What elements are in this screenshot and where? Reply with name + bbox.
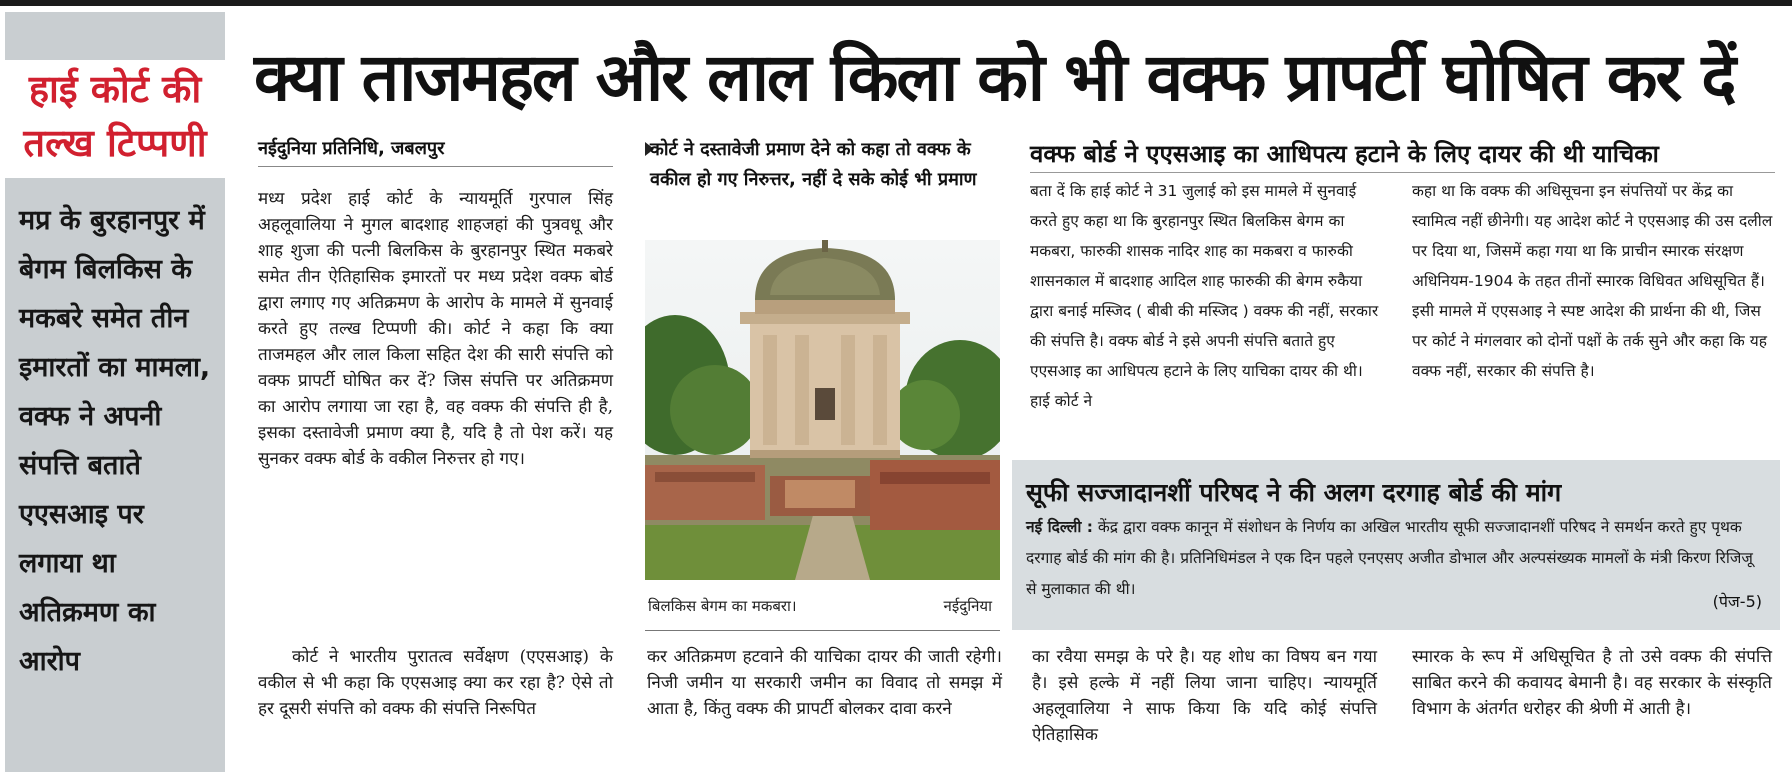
- photo-caption: [648, 596, 998, 616]
- byline-divider: [258, 166, 613, 167]
- body-column-1-continued: कोर्ट ने भारतीय पुरातत्व सर्वेक्षण (एएसआइ) के वकील से भी कहा कि एएसआइ क्या कर रहा है? ऐसे तो हर दूसरी संपत्ति को वक्फ की संपत्ति निरूपित: [258, 647, 613, 719]
- byline: नईदुनिया प्रतिनिधि, जबलपुर: [258, 138, 445, 159]
- headline: क्या ताजमहल और लाल किला को भी वक्फ प्रापर्टी घोषित कर दें: [254, 39, 1735, 116]
- side-story-column-2: कहा था कि वक्फ की अधिसूचना इन संपत्तियों पर केंद्र का स्वामित्व नहीं छीनेगी। यह आदेश कोर्ट ने एएसआइ की उस दलील पर दिया था, जिसमें कहा गया था कि प्राचीन स्मारक संरक्षण अधिनियम-1904 के तहत तीनों स्मारक विधिवत अधिसूचित हैं। इसी मामले में एएसआइ ने स्पष्ट आदेश की प्रार्थना की थी, जिस पर कोर्ट ने मंगलवार को दोनों पक्षों के तर्क सुने और कहा कि यह वक्फ नहीं, सरकार की संपत्ति है।: [1412, 182, 1773, 380]
- sufi-box-text: केंद्र द्वारा वक्फ कानून में संशोधन के निर्णय का अखिल भारतीय सूफी सज्जादानशीं परिषद ने समर्थन करते हुए पृथक दरगाह बोर्ड की मांग की है। प्रतिनिधिमंडल ने एक दिन पहले एनएसए अजीत डोभाल और अल्पसंख्यक मामलों के मंत्री किरण रिजिजू से मुलाकात की थी।: [1026, 518, 1753, 598]
- side-story-title: वक्फ बोर्ड ने एएसआइ का आधिपत्य हटाने के लिए दायर की थी याचिका: [1030, 140, 1659, 168]
- tomb-photo: [645, 240, 1000, 580]
- sufi-news-box: [1012, 460, 1780, 630]
- sufi-box-title: सूफी सज्जादानशीं परिषद ने की अलग दरगाह बोर्ड की मांग: [1026, 478, 1562, 507]
- body-column-4: स्मारक के रूप में अधिसूचित है तो उसे वक्फ की संपत्ति साबित करने की कवायद बेमानी है। वह सरकार के संस्कृति विभाग के अंतर्गत धरोहर की श्रेणी में आती है।: [1412, 647, 1772, 719]
- sufi-dateline: नई दिल्ली :: [1026, 518, 1093, 536]
- side-story-column-1: बता दें कि हाई कोर्ट ने 31 जुलाई को इस मामले में सुनवाई करते हुए कहा था कि बुरहानपुर स्थित बिलकिस बेगम का मकबरा, फारुकी शासक नादिर शाह का मकबरा व फारुकी शासनकाल में बादशाह आदिल शाह फारुकी की बेगम रुकैया द्वारा बनाई मस्जिद ( बीबी की मस्जिद ) वक्फ की नहीं, सरकार की संपत्ति है। वक्फ बोर्ड ने इसे अपनी संपत्ति बताते हुए एएसआइ का आधिपत्य हटाने के लिए याचिका दायर की थी। हाई कोर्ट ने: [1030, 182, 1379, 410]
- photo-credit: नईदुनिया: [943, 597, 992, 615]
- body-column-3: का रवैया समझ के परे है। यह शोध का विषय बन गया है। इसे हल्के में नहीं लिया जाना चाहिए। न्यायमूर्ति अहलूवालिया ने साफ किया कि यदि कोई संपत्ति ऐतिहासिक: [1032, 647, 1377, 745]
- sufi-page-reference: (पेज-5): [1712, 592, 1762, 611]
- top-border: [0, 0, 1792, 6]
- body-column-2: कर अतिक्रमण हटवाने की याचिका दायर की जाती रहेगी। निजी जमीन या सरकारी जमीन का विवाद तो समझ में आता है, किंतु वक्फ की प्रापर्टी बोलकर दावा करने: [647, 647, 1002, 719]
- sidebar-summary: मप्र के बुरहानपुर में बेगम बिलकिस के मकबरे समेत तीन इमारतों का मामला, वक्फ ने अपनी संपत्ति बताते एएसआइ पर लगाया था अतिक्रमण का आरोप: [5, 178, 225, 772]
- sufi-box-body: [1026, 512, 1766, 605]
- photo-divider: [645, 630, 1000, 631]
- sidebar-header-band: [5, 12, 225, 60]
- photo-pullquote: कोर्ट ने दस्तावेजी प्रमाण देने को कहा तो वक्फ के वकील हो गए निरुत्तर, नहीं दे सके कोई भी प्रमाण: [650, 139, 977, 190]
- sidebar-kicker: हाई कोर्ट की तल्ख टिप्पणी: [5, 62, 225, 174]
- photo-caption-text: बिलकिस बेगम का मकबरा।: [648, 597, 797, 615]
- side-story-divider: [1030, 172, 1775, 173]
- body-column-1: मध्य प्रदेश हाई कोर्ट के न्यायमूर्ति गुरपाल सिंह अहलूवालिया ने मुगल बादशाह शाहजहां की पुत्रवधू और शाह शुजा की पत्नी बिलकिस के बुरहानपुर स्थित मकबरे समेत तीन ऐतिहासिक इमारतों पर मध्य प्रदेश वक्फ बोर्ड द्वारा लगाए गए अतिक्रमण के आरोप के मामले में सुनवाई करते हुए तल्ख टिप्पणी की। कोर्ट ने कहा कि क्या ताजमहल और लाल किला सहित देश की सारी संपत्ति को वक्फ प्रापर्टी घोषित कर दें? जिस संपत्ति पर अतिक्रमण का आरोप लगाया जा रहा है, वह वक्फ की संपत्ति ही है, इसका दस्तावेजी प्रमाण क्या है, यदि है तो पेश करें। यह सुनकर वक्फ बोर्ड के वकील निरुत्तर हो गए।: [258, 189, 613, 469]
